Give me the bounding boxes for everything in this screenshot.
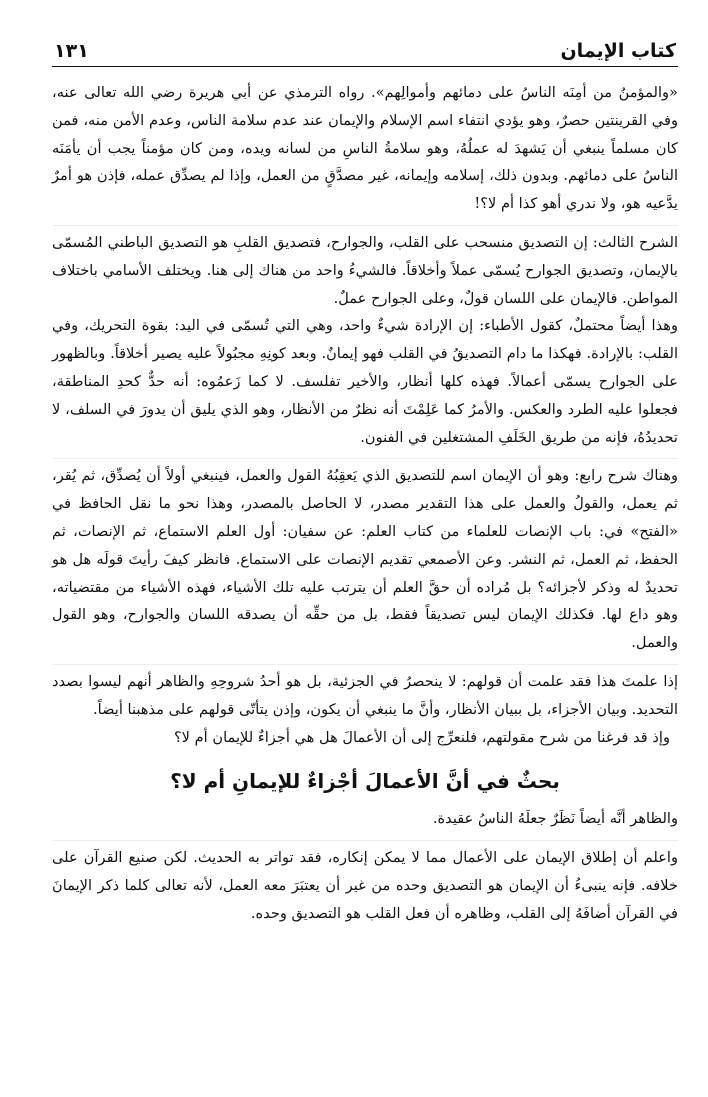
- page-body: [52, 79, 678, 928]
- paragraph-group-fourth-explanation: [52, 458, 678, 657]
- paragraph-hadith: «والمؤمنُ من أمِنَه الناسُ على دمائهم وأموالِهم». رواه الترمذي عن أبي هريرة رضي الله تعالى عنه، وفي القرينتين حصرٌ، وهو يؤدي انتفاء اسم الإسلام والإيمان عند عدم سلامة الناس، وعدم الأمن منه، فمن كان مسلماً ينبغي أن يَشهدَ له عملُهُ، وهو سلامةُ الناسِ من لسانه ويده، ومن كان مؤمناً يجب أن يأمَنَه الناسُ على دمائهم. وبدون ذلك، إسلامه وإيمانه، غير مصدَّقٍ من العمل، وإذا لم يصدِّق عمله، فإذن هو أمرٌ يدَّعيه هو، ولا ندري أهو كذا أم لا؟!: [52, 84, 678, 213]
- running-title: كتاب الإيمان: [560, 40, 676, 62]
- paragraph-transition: وإذ قد فرغنا من شرح مقولتهم، فلنعرِّج إلى أن الأعمالَ هل هي أجزاءٌ للإيمان أم لا؟: [173, 728, 670, 746]
- paragraph-doctors-analogy: وهذا أيضاً محتملٌ، كقول الأطباء: إن الإرادة شيءٌ واحد، وهي التي تُسمّى في اليد: بقوة التحريك، وفي القلب: بالإرادة. فهكذا ما دام التصديقُ في القلب فهو إيمانٌ. وبعد كونِهِ مجبُولاً عليه يصير أخلاقاً. وبالظهور على الجوارح يسمّى أعمالاً. فهذه كلها أنظار، والأخير تفلسف. لا كما زَعمُوه: أنه حدٌّ كحدِ المناطقة، فجعلوا عليه الطرد والعكس. والأمرُ كما عَلِمْتَ أنه نظرٌ من الأنظار، وهو الذي يليق أن يدورَ في السلف، لا تحديدُهُ، فإنه من طريق الخَلَفِ المشتغلين في الفنون.: [52, 317, 678, 446]
- paragraph-fourth-explanation: وهناك شرح رابع: وهو أن الإيمان اسم للتصديق الذي يَعقِبُهُ القول والعمل، فينبغي أولاً أن يُصدِّق، ثم يُقر، ثم يعمل، والقولُ والعمل على هذا التقدير مصدر، لا الحاصل بالمصدر، وهذا نحو ما نقل الحافظ في «الفتح» في: باب الإنصات للعلماء من كتاب العلم: عن سفيان: أول العلم الاستماع، ثم الإنصات، ثم الحفظ، ثم العمل، ثم النشر. وعن الأصمعي تقديم الإنصات على الاستماع. فانظر كيفَ رأيتَ قولَه هل هو تحديدٌ له وذكر لأجزائه؟ بل مُراده أن حقَّ العلم أن يترتب عليه تلك الأشياء، فهذه الأشياء من مقتضياته، وهو داع لها. فكذلك الإيمان ليس تصديقاً فقط، بل من حقِّه أن يصدقه اللسان والجوارح، وهو القول والعمل.: [52, 467, 678, 652]
- section-heading: بحثٌ في أنَّ الأعمالَ أجْزاءٌ للإيمانِ أم لا؟: [170, 769, 560, 794]
- paragraph-quran-usage: واعلم أن إطلاق الإيمان على الأعمال مما لا يمكن إنكاره، فقد تواتر به الحديث. لكن صنيع القرآن على خلافه. فإنه ينبىءُ أن الإيمان هو التصديق وحده من غير أن يعتبَرَ معه العمل، لأنه تعالى كلما ذكر الإيمانَ في القرآن أضافَهُ إلى القلب، وظاهره أن فعل القلب هو التصديق وحده.: [52, 840, 678, 927]
- book-page: [52, 30, 678, 1077]
- paragraph-group-conclusion: [52, 664, 678, 751]
- paragraph-third-explanation: الشرح الثالث: إن التصديق منسحب على القلب، والجوارح، فتصديق القلبِ هو التصديق الباطني المُسمّى بالإيمان، وتصديق الجوارح يُسمّى عملاً وأخلاقاً. فالشيءُ واحد من هناك إلى هنا. ويختلف الأسامي باختلاف المواطن. فالإيمان على اللسان قولٌ، وعلى الجوارح عملٌ.: [52, 233, 678, 307]
- paragraph-opinion: والظاهر أنَّه أيضاً نَظَرٌ جعلَهُ الناسُ عقيدة.: [432, 810, 678, 828]
- page-number: ١٣١: [54, 40, 89, 62]
- page-header: [52, 30, 678, 67]
- paragraph-conclusion: إذا علمتَ هذا فقد علمت أن قولهم: لا ينحصرُ في الجزئية، بل هو أحدُ شروحِهِ والظاهر أنهم ليسوا بصدد التحديد. وبيان الأجزاء، بل ببيان الأنظار، وأنَّ ما ينبغي أن يكون، وإذن يتأتّى قولهم على مذهبنا أيضاً.: [52, 672, 678, 718]
- paragraph-group-third-explanation: [52, 225, 678, 451]
